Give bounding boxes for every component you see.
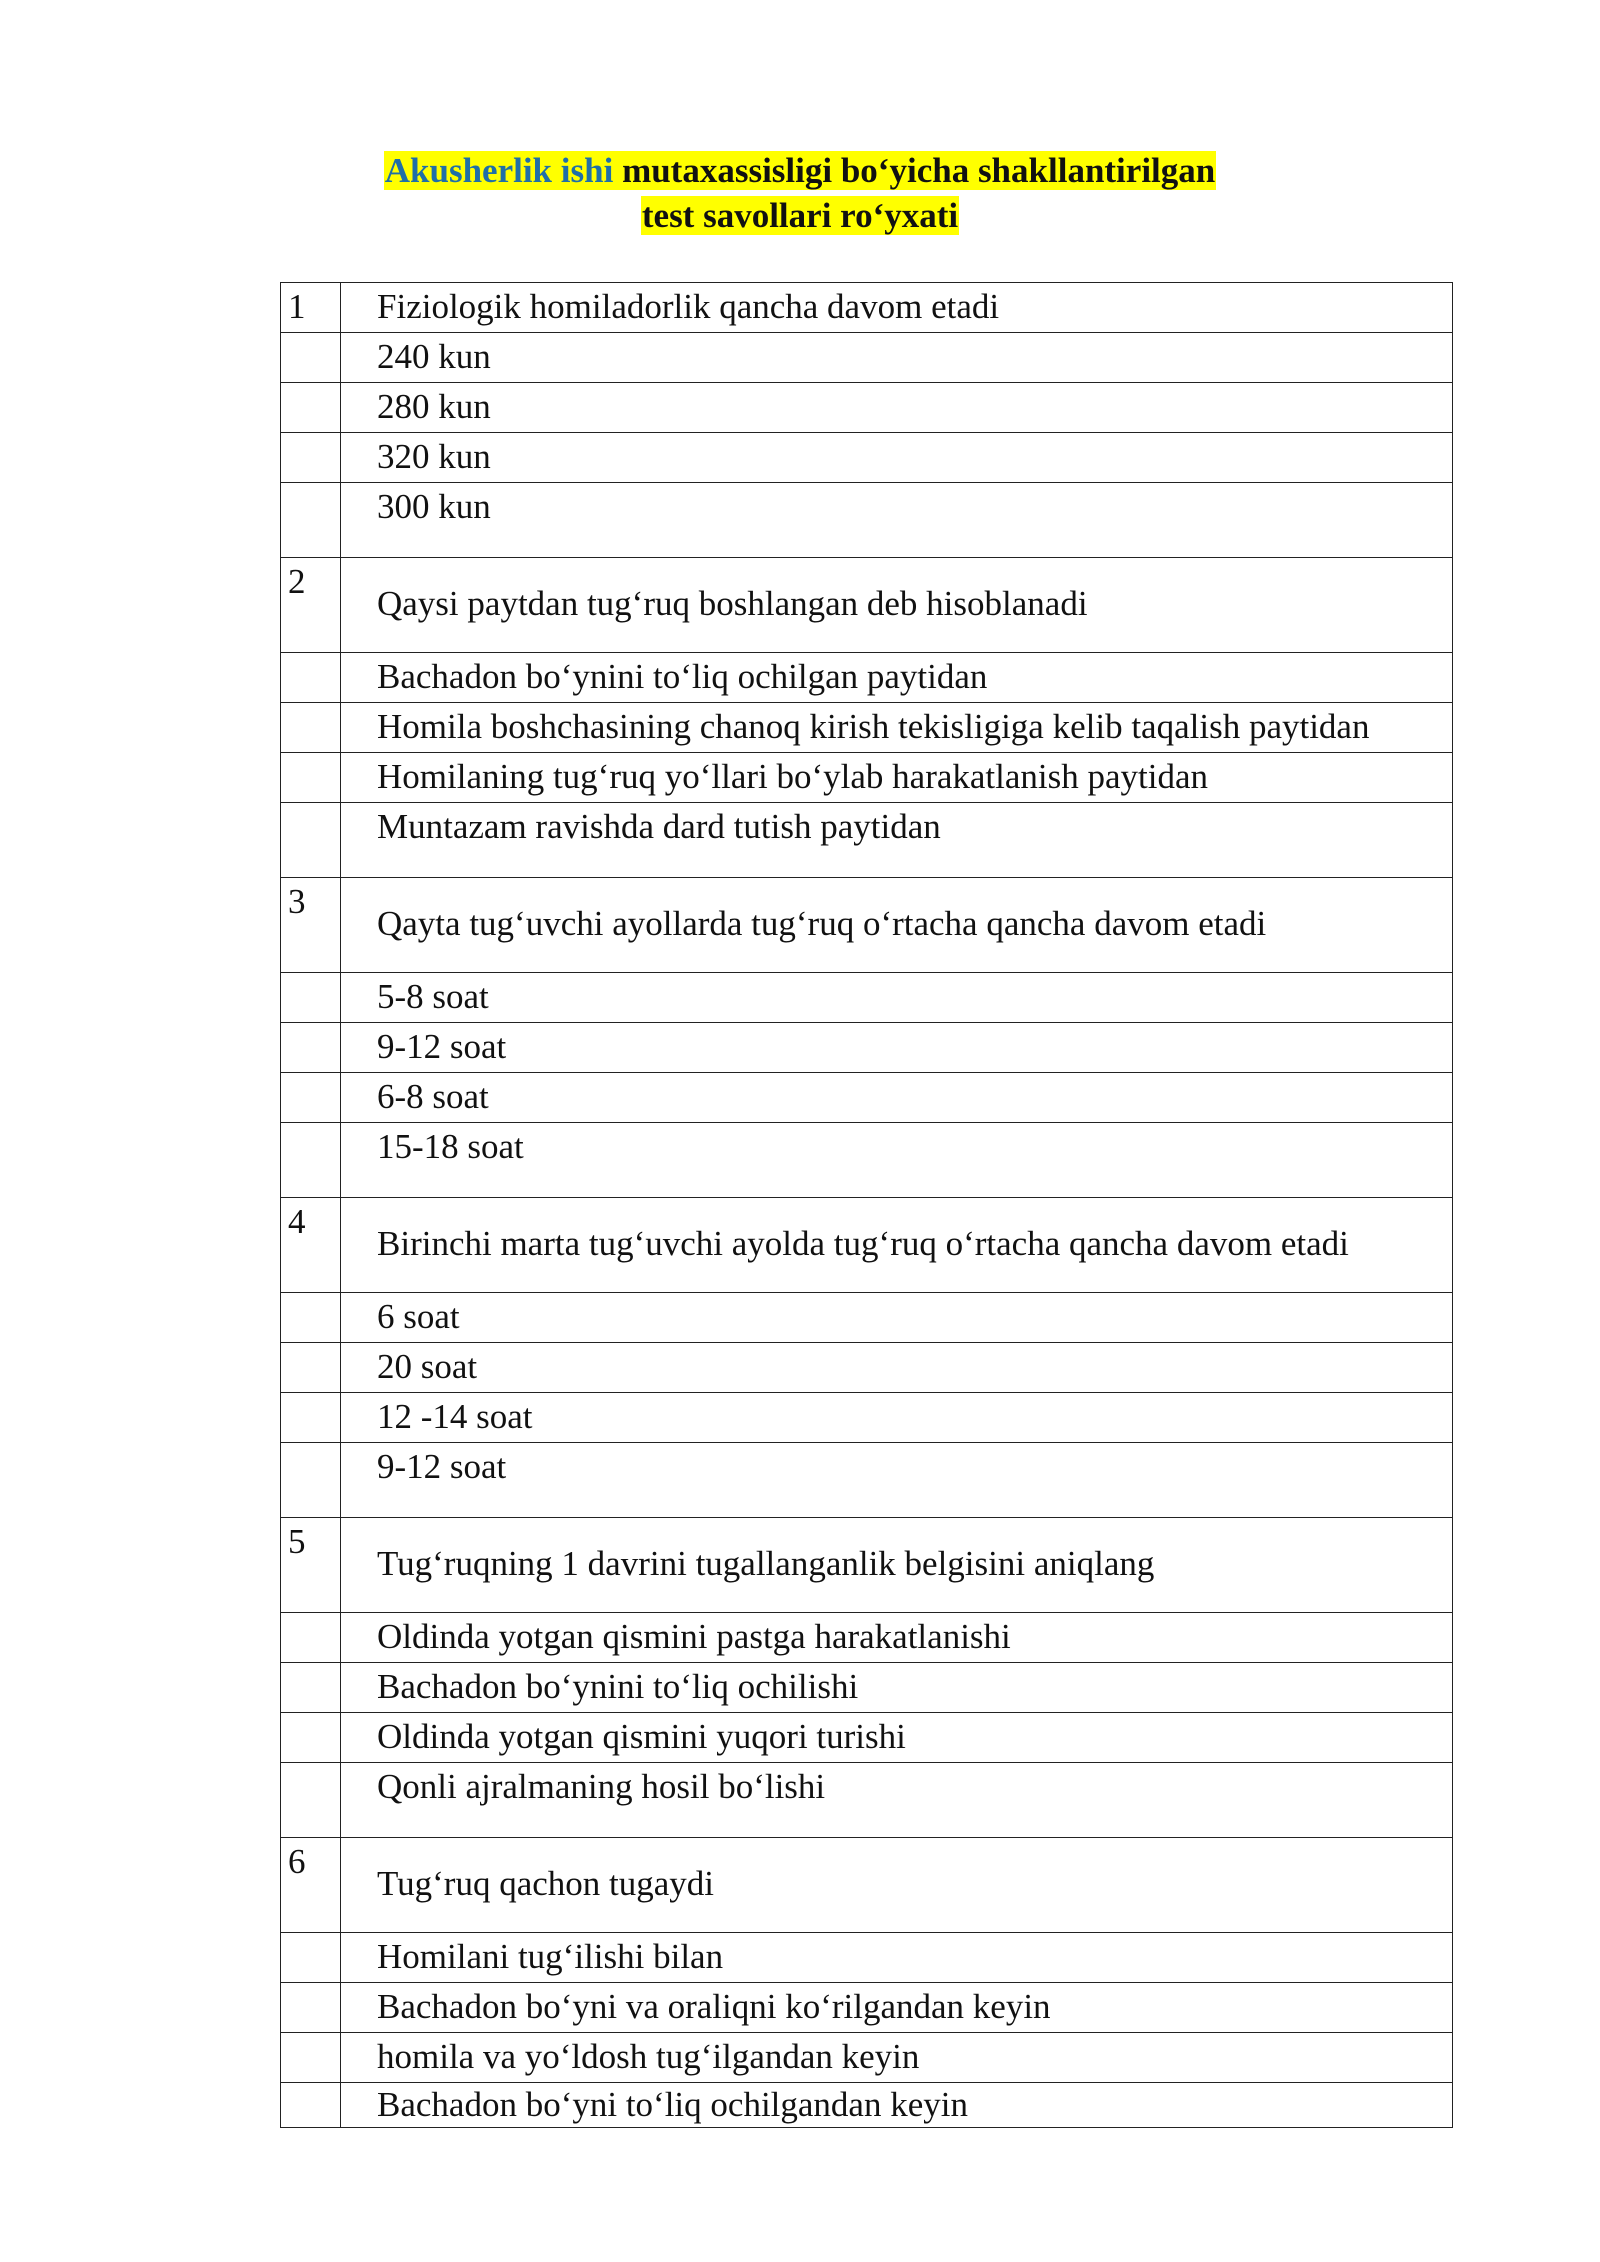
option-text: Homilani tug‘ilishi bilan bbox=[341, 1933, 1453, 1983]
question-text: Birinchi marta tug‘uvchi ayolda tug‘ruq o‘rtacha qancha davom etadi bbox=[341, 1198, 1453, 1293]
question-number: 6 bbox=[281, 1838, 341, 1933]
question-row bbox=[281, 1518, 1453, 1613]
option-row bbox=[281, 973, 1453, 1023]
option-number-cell bbox=[281, 753, 341, 803]
option-number-cell bbox=[281, 1613, 341, 1663]
option-text: homila va yo‘ldosh tug‘ilgandan keyin bbox=[341, 2033, 1453, 2083]
option-number-cell bbox=[281, 483, 341, 558]
option-number-cell bbox=[281, 2033, 341, 2083]
option-row bbox=[281, 383, 1453, 433]
option-text: Homila boshchasining chanoq kirish tekisligiga kelib taqalish paytidan bbox=[341, 703, 1453, 753]
option-text: Oldinda yotgan qismini pastga harakatlanishi bbox=[341, 1613, 1453, 1663]
option-number-cell bbox=[281, 653, 341, 703]
option-row bbox=[281, 1123, 1453, 1198]
option-number-cell bbox=[281, 333, 341, 383]
option-text: Muntazam ravishda dard tutish paytidan bbox=[341, 803, 1453, 878]
option-row bbox=[281, 1023, 1453, 1073]
questions-table-body bbox=[281, 283, 1453, 2128]
option-number-cell bbox=[281, 1123, 341, 1198]
option-row bbox=[281, 703, 1453, 753]
heading-line-2-text: test savollari ro‘yxati bbox=[641, 196, 959, 235]
question-number: 2 bbox=[281, 558, 341, 653]
heading-line-2 bbox=[0, 193, 1600, 238]
option-row bbox=[281, 1663, 1453, 1713]
option-number-cell bbox=[281, 1983, 341, 2033]
question-number: 3 bbox=[281, 878, 341, 973]
option-text: Qonli ajralmaning hosil bo‘lishi bbox=[341, 1763, 1453, 1838]
option-text: 320 kun bbox=[341, 433, 1453, 483]
option-row bbox=[281, 433, 1453, 483]
option-row bbox=[281, 1983, 1453, 2033]
option-number-cell bbox=[281, 803, 341, 878]
option-row bbox=[281, 483, 1453, 558]
option-number-cell bbox=[281, 1443, 341, 1518]
question-number: 5 bbox=[281, 1518, 341, 1613]
heading-line-1 bbox=[0, 148, 1600, 193]
option-text: 5-8 soat bbox=[341, 973, 1453, 1023]
question-text: Tug‘ruqning 1 davrini tugallanganlik belgisini aniqlang bbox=[341, 1518, 1453, 1613]
option-row bbox=[281, 1073, 1453, 1123]
question-row bbox=[281, 283, 1453, 333]
option-number-cell bbox=[281, 1713, 341, 1763]
option-text: 6 soat bbox=[341, 1293, 1453, 1343]
option-text: Oldinda yotgan qismini yuqori turishi bbox=[341, 1713, 1453, 1763]
option-row bbox=[281, 1713, 1453, 1763]
option-text: 20 soat bbox=[341, 1343, 1453, 1393]
option-row bbox=[281, 753, 1453, 803]
option-number-cell bbox=[281, 1663, 341, 1713]
question-row bbox=[281, 1198, 1453, 1293]
option-text: Bachadon bo‘ynini to‘liq ochilgan paytidan bbox=[341, 653, 1453, 703]
question-row bbox=[281, 1838, 1453, 1933]
option-text: Bachadon bo‘yni to‘liq ochilgandan keyin bbox=[341, 2083, 1453, 2128]
option-row bbox=[281, 1393, 1453, 1443]
question-number: 1 bbox=[281, 283, 341, 333]
option-row bbox=[281, 333, 1453, 383]
option-row bbox=[281, 1343, 1453, 1393]
option-number-cell bbox=[281, 973, 341, 1023]
option-row bbox=[281, 2033, 1453, 2083]
question-row bbox=[281, 558, 1453, 653]
option-row bbox=[281, 1443, 1453, 1518]
option-row bbox=[281, 1613, 1453, 1663]
heading-specialty: Akusherlik ishi bbox=[384, 151, 614, 190]
option-text: 240 kun bbox=[341, 333, 1453, 383]
question-row bbox=[281, 878, 1453, 973]
option-text: 6-8 soat bbox=[341, 1073, 1453, 1123]
option-number-cell bbox=[281, 703, 341, 753]
option-number-cell bbox=[281, 1293, 341, 1343]
option-number-cell bbox=[281, 1393, 341, 1443]
option-number-cell bbox=[281, 433, 341, 483]
option-row bbox=[281, 653, 1453, 703]
option-number-cell bbox=[281, 1023, 341, 1073]
option-number-cell bbox=[281, 2083, 341, 2128]
option-text: 9-12 soat bbox=[341, 1023, 1453, 1073]
question-number: 4 bbox=[281, 1198, 341, 1293]
heading-line-1-rest: mutaxassisligi bo‘yicha shakllantirilgan bbox=[613, 151, 1216, 190]
option-number-cell bbox=[281, 1933, 341, 1983]
question-text: Tug‘ruq qachon tugaydi bbox=[341, 1838, 1453, 1933]
option-text: 12 -14 soat bbox=[341, 1393, 1453, 1443]
option-text: Homilaning tug‘ruq yo‘llari bo‘ylab harakatlanish paytidan bbox=[341, 753, 1453, 803]
option-number-cell bbox=[281, 1073, 341, 1123]
option-number-cell bbox=[281, 383, 341, 433]
option-number-cell bbox=[281, 1763, 341, 1838]
option-row bbox=[281, 2083, 1453, 2128]
option-text: 9-12 soat bbox=[341, 1443, 1453, 1518]
question-text: Qaysi paytdan tug‘ruq boshlangan deb hisoblanadi bbox=[341, 558, 1453, 653]
question-text: Fiziologik homiladorlik qancha davom etadi bbox=[341, 283, 1453, 333]
option-row bbox=[281, 1933, 1453, 1983]
option-text: Bachadon bo‘yni va oraliqni ko‘rilgandan keyin bbox=[341, 1983, 1453, 2033]
option-text: 280 kun bbox=[341, 383, 1453, 433]
option-text: Bachadon bo‘ynini to‘liq ochilishi bbox=[341, 1663, 1453, 1713]
document-heading bbox=[0, 148, 1600, 238]
option-row bbox=[281, 1763, 1453, 1838]
option-row bbox=[281, 803, 1453, 878]
option-number-cell bbox=[281, 1343, 341, 1393]
option-text: 300 kun bbox=[341, 483, 1453, 558]
question-text: Qayta tug‘uvchi ayollarda tug‘ruq o‘rtacha qancha davom etadi bbox=[341, 878, 1453, 973]
questions-table bbox=[280, 282, 1453, 2128]
option-text: 15-18 soat bbox=[341, 1123, 1453, 1198]
option-row bbox=[281, 1293, 1453, 1343]
